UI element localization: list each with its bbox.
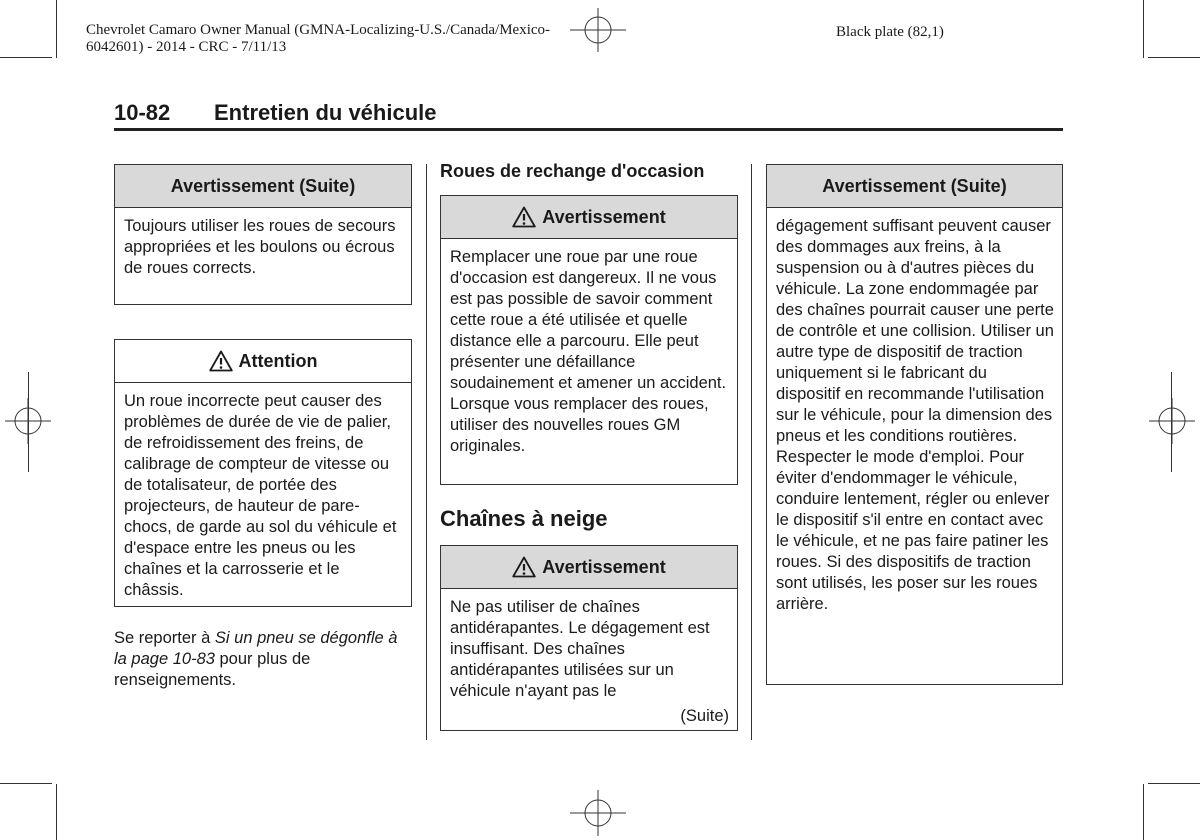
- box-body: Un roue incorrecte peut causer des problèmes de durée de vie de palier, de refroidissement des freins, de calibrage de compteur de vitesse ou de totalisateur, de portée des projecteurs, de hauteur de pare-chocs, de garde au sol du véhicule et d'espace entre les pneus ou les chaînes et la carrosserie et le châssis.: [124, 392, 397, 599]
- warning-triangle-icon: [512, 206, 536, 228]
- cross-reference-paragraph: [114, 628, 414, 691]
- crop-mark-top-right-h: [1148, 57, 1200, 58]
- section-heading-snow-chains: Chaînes à neige: [440, 506, 608, 531]
- warning-continued-box-right: [766, 164, 1063, 685]
- crop-mark-bottom-right-h: [1148, 783, 1200, 784]
- title-rule: [114, 128, 1063, 131]
- warning-triangle-icon: [512, 556, 536, 578]
- crop-mark-bottom-left-h: [0, 783, 52, 784]
- warning-box-used-wheels: [440, 195, 738, 485]
- crop-mark-bottom-right-v: [1143, 784, 1144, 840]
- registration-mark-top-icon: [570, 8, 626, 52]
- box-body: [441, 589, 737, 731]
- right-margin-line: [1171, 372, 1172, 472]
- crop-mark-top-right-v: [1143, 0, 1144, 58]
- box-body-text: Ne pas utiliser de chaînes antidérapantes. Le dégagement est insuffisant. Des chaînes antidérapantes utilisées sur un véhicule n'ayant pas le: [450, 598, 710, 700]
- box-body: dégagement suffisant peuvent causer des dommages aux freins, à la suspension ou à d'autres pièces du véhicule. La zone endommagée par des chaînes pourrait causer une perte de contrôle et une collision. Utiliser un autre type de dispositif de traction uniquement si le fabricant du dispositif en recommande l'utilisation sur le véhicule, pour la dimension des pneus et les conditions routières. Respecter le mode d'emploi. Pour éviter d'endommager le véhicule, conduire lentement, régler ou enlever le dispositif s'il entre en contact avec le véhicule, et ne pas faire patiner les roues. Si des dispositifs de traction sont utilisés, les poser sur les roues arrière.: [776, 217, 1054, 613]
- plate-label: Black plate (82,1): [836, 24, 944, 40]
- header-line-1: Chevrolet Camaro Owner Manual (GMNA-Localizing-U.S./Canada/Mexico-: [86, 22, 551, 38]
- box-body: Remplacer une roue par une roue d'occasion est dangereux. Il ne vous est pas possible de savoir comment cette roue a été utilisée et quelle distance elle a parcouru. Elle peut présenter une défaillance soudainement et amener un accident. Lorsque vous remplacer des roues, utiliser des nouvelles roues GM originales.: [450, 248, 727, 455]
- reference-text-before: Se reporter à: [114, 629, 215, 647]
- registration-mark-bottom-icon: [570, 790, 626, 836]
- crop-mark-top-left-v: [56, 0, 57, 58]
- crop-mark-bottom-left-v: [56, 784, 57, 840]
- column-divider-2: [751, 164, 752, 740]
- continued-label: (Suite): [680, 707, 729, 725]
- box-heading: [441, 546, 737, 589]
- warning-triangle-icon: [209, 350, 233, 372]
- box-heading-text: Avertissement (Suite): [170, 175, 356, 196]
- chapter-title: Entretien du véhicule: [214, 100, 437, 125]
- column-divider-1: [426, 164, 427, 740]
- page-number: 10-82: [114, 100, 171, 125]
- section-heading-used-wheels: Roues de rechange d'occasion: [440, 161, 705, 181]
- document-header: [86, 22, 550, 56]
- box-body: Toujours utiliser les roues de secours appropriées et les boulons ou écrous de roues corrects.: [124, 217, 396, 277]
- registration-mark-right-icon: [1149, 398, 1195, 444]
- header-line-2: 6042601) - 2014 - CRC - 7/11/13: [86, 39, 287, 55]
- cross-reference-link[interactable]: Si un pneu se dégonfle à la page 10-83: [114, 629, 398, 668]
- box-heading: [115, 165, 411, 208]
- reference-text-after: pour plus de renseignements.: [114, 650, 311, 689]
- warning-continued-box: [114, 164, 412, 305]
- box-heading: [767, 165, 1062, 208]
- left-margin-line: [28, 372, 29, 472]
- box-heading-text: Attention: [238, 350, 318, 371]
- warning-box-snow-chains: [440, 545, 738, 731]
- attention-box: [114, 339, 412, 607]
- box-heading: [441, 196, 737, 239]
- box-heading-text: Avertissement: [542, 206, 666, 227]
- page-title: [114, 100, 437, 126]
- crop-mark-top-left-h: [0, 57, 52, 58]
- box-heading-text: Avertissement: [542, 556, 666, 577]
- box-heading-text: Avertissement (Suite): [822, 175, 1007, 196]
- box-heading: [115, 340, 411, 383]
